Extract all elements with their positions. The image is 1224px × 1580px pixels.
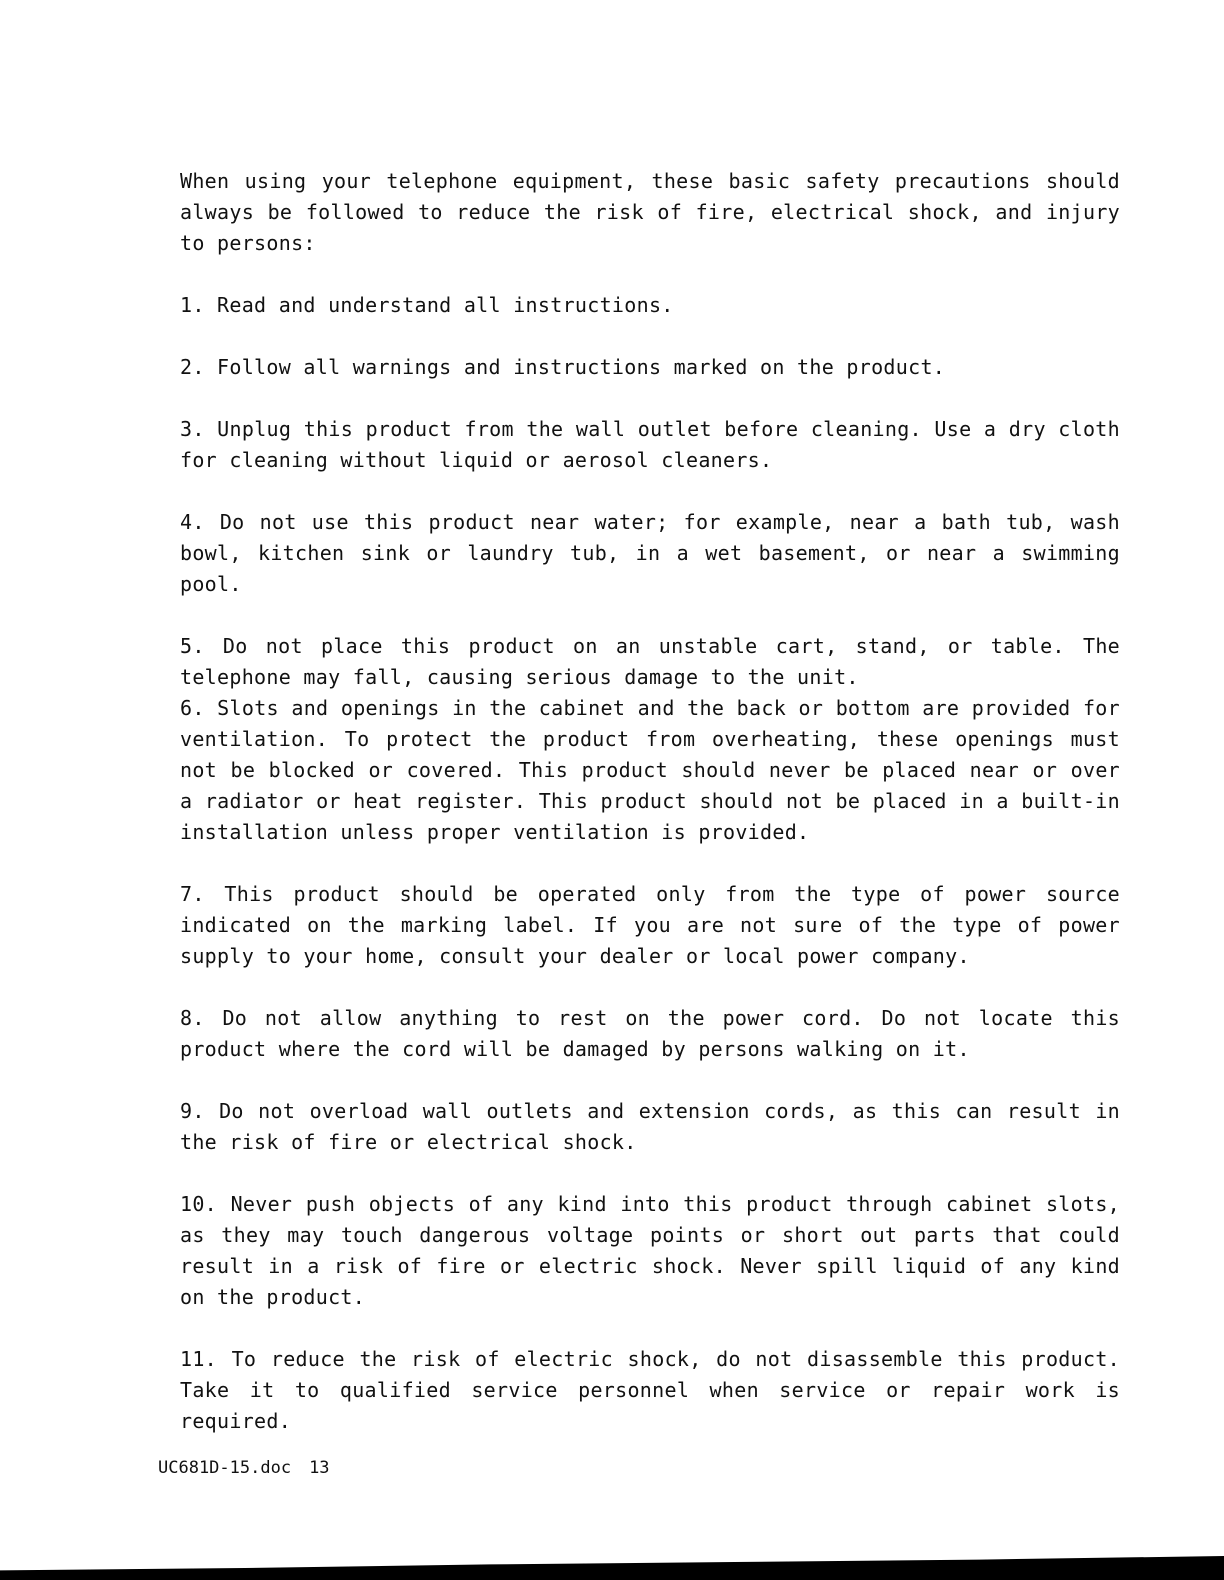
intro-paragraph: When using your telephone equipment, these basic safety precautions should always be followed to reduce the risk of fire, electrical shock, and injury to persons: <box>180 169 1120 255</box>
instruction-item-10: 10. Never push objects of any kind into this product through cabinet slots, as they may touch dangerous voltage points or short out parts that could result in a risk of fire or electric shock. Never spill liquid of any kind on the product. <box>180 1192 1120 1309</box>
instruction-item-7: 7. This product should be operated only from the type of power source indicated on the marking label. If you are not sure of the type of power supply to your home, consult your dealer or local power company. <box>180 882 1120 968</box>
footer-filename: UC681D-15.doc <box>158 1458 292 1478</box>
instruction-item-5: 5. Do not place this product on an unstable cart, stand, or table. The telephone may fall, causing serious damage to the unit. <box>180 634 1120 689</box>
instruction-item-6: 6. Slots and openings in the cabinet and the back or bottom are provided for ventilation. To protect the product from overheating, these openings must not be blocked or covered. This product should never be placed near or over a radiator or heat register. This product should not be placed in a built-in installation unless proper ventilation is provided. <box>180 696 1120 844</box>
instruction-item-3: 3. Unplug this product from the wall outlet before cleaning. Use a dry cloth for cleaning without liquid or aerosol cleaners. <box>180 417 1120 472</box>
footer-page-number: 13 <box>309 1458 330 1478</box>
instruction-item-1: 1. Read and understand all instructions. <box>180 293 674 317</box>
instruction-item-4: 4. Do not use this product near water; for example, near a bath tub, wash bowl, kitchen sink or laundry tub, in a wet basement, or near a swimming pool. <box>180 510 1120 596</box>
instruction-item-9: 9. Do not overload wall outlets and extension cords, as this can result in the risk of fire or electrical shock. <box>180 1099 1120 1154</box>
instruction-item-8: 8. Do not allow anything to rest on the power cord. Do not locate this product where the cord will be damaged by persons walking on it. <box>180 1006 1120 1061</box>
safety-instructions <box>180 166 1120 1437</box>
instruction-item-2: 2. Follow all warnings and instructions marked on the product. <box>180 355 946 379</box>
scan-shadow-edge <box>0 1556 1224 1580</box>
page-footer <box>158 1457 330 1479</box>
instruction-item-11: 11. To reduce the risk of electric shock, do not disassemble this product. Take it to qualified service personnel when service or repair work is required. <box>180 1347 1120 1433</box>
